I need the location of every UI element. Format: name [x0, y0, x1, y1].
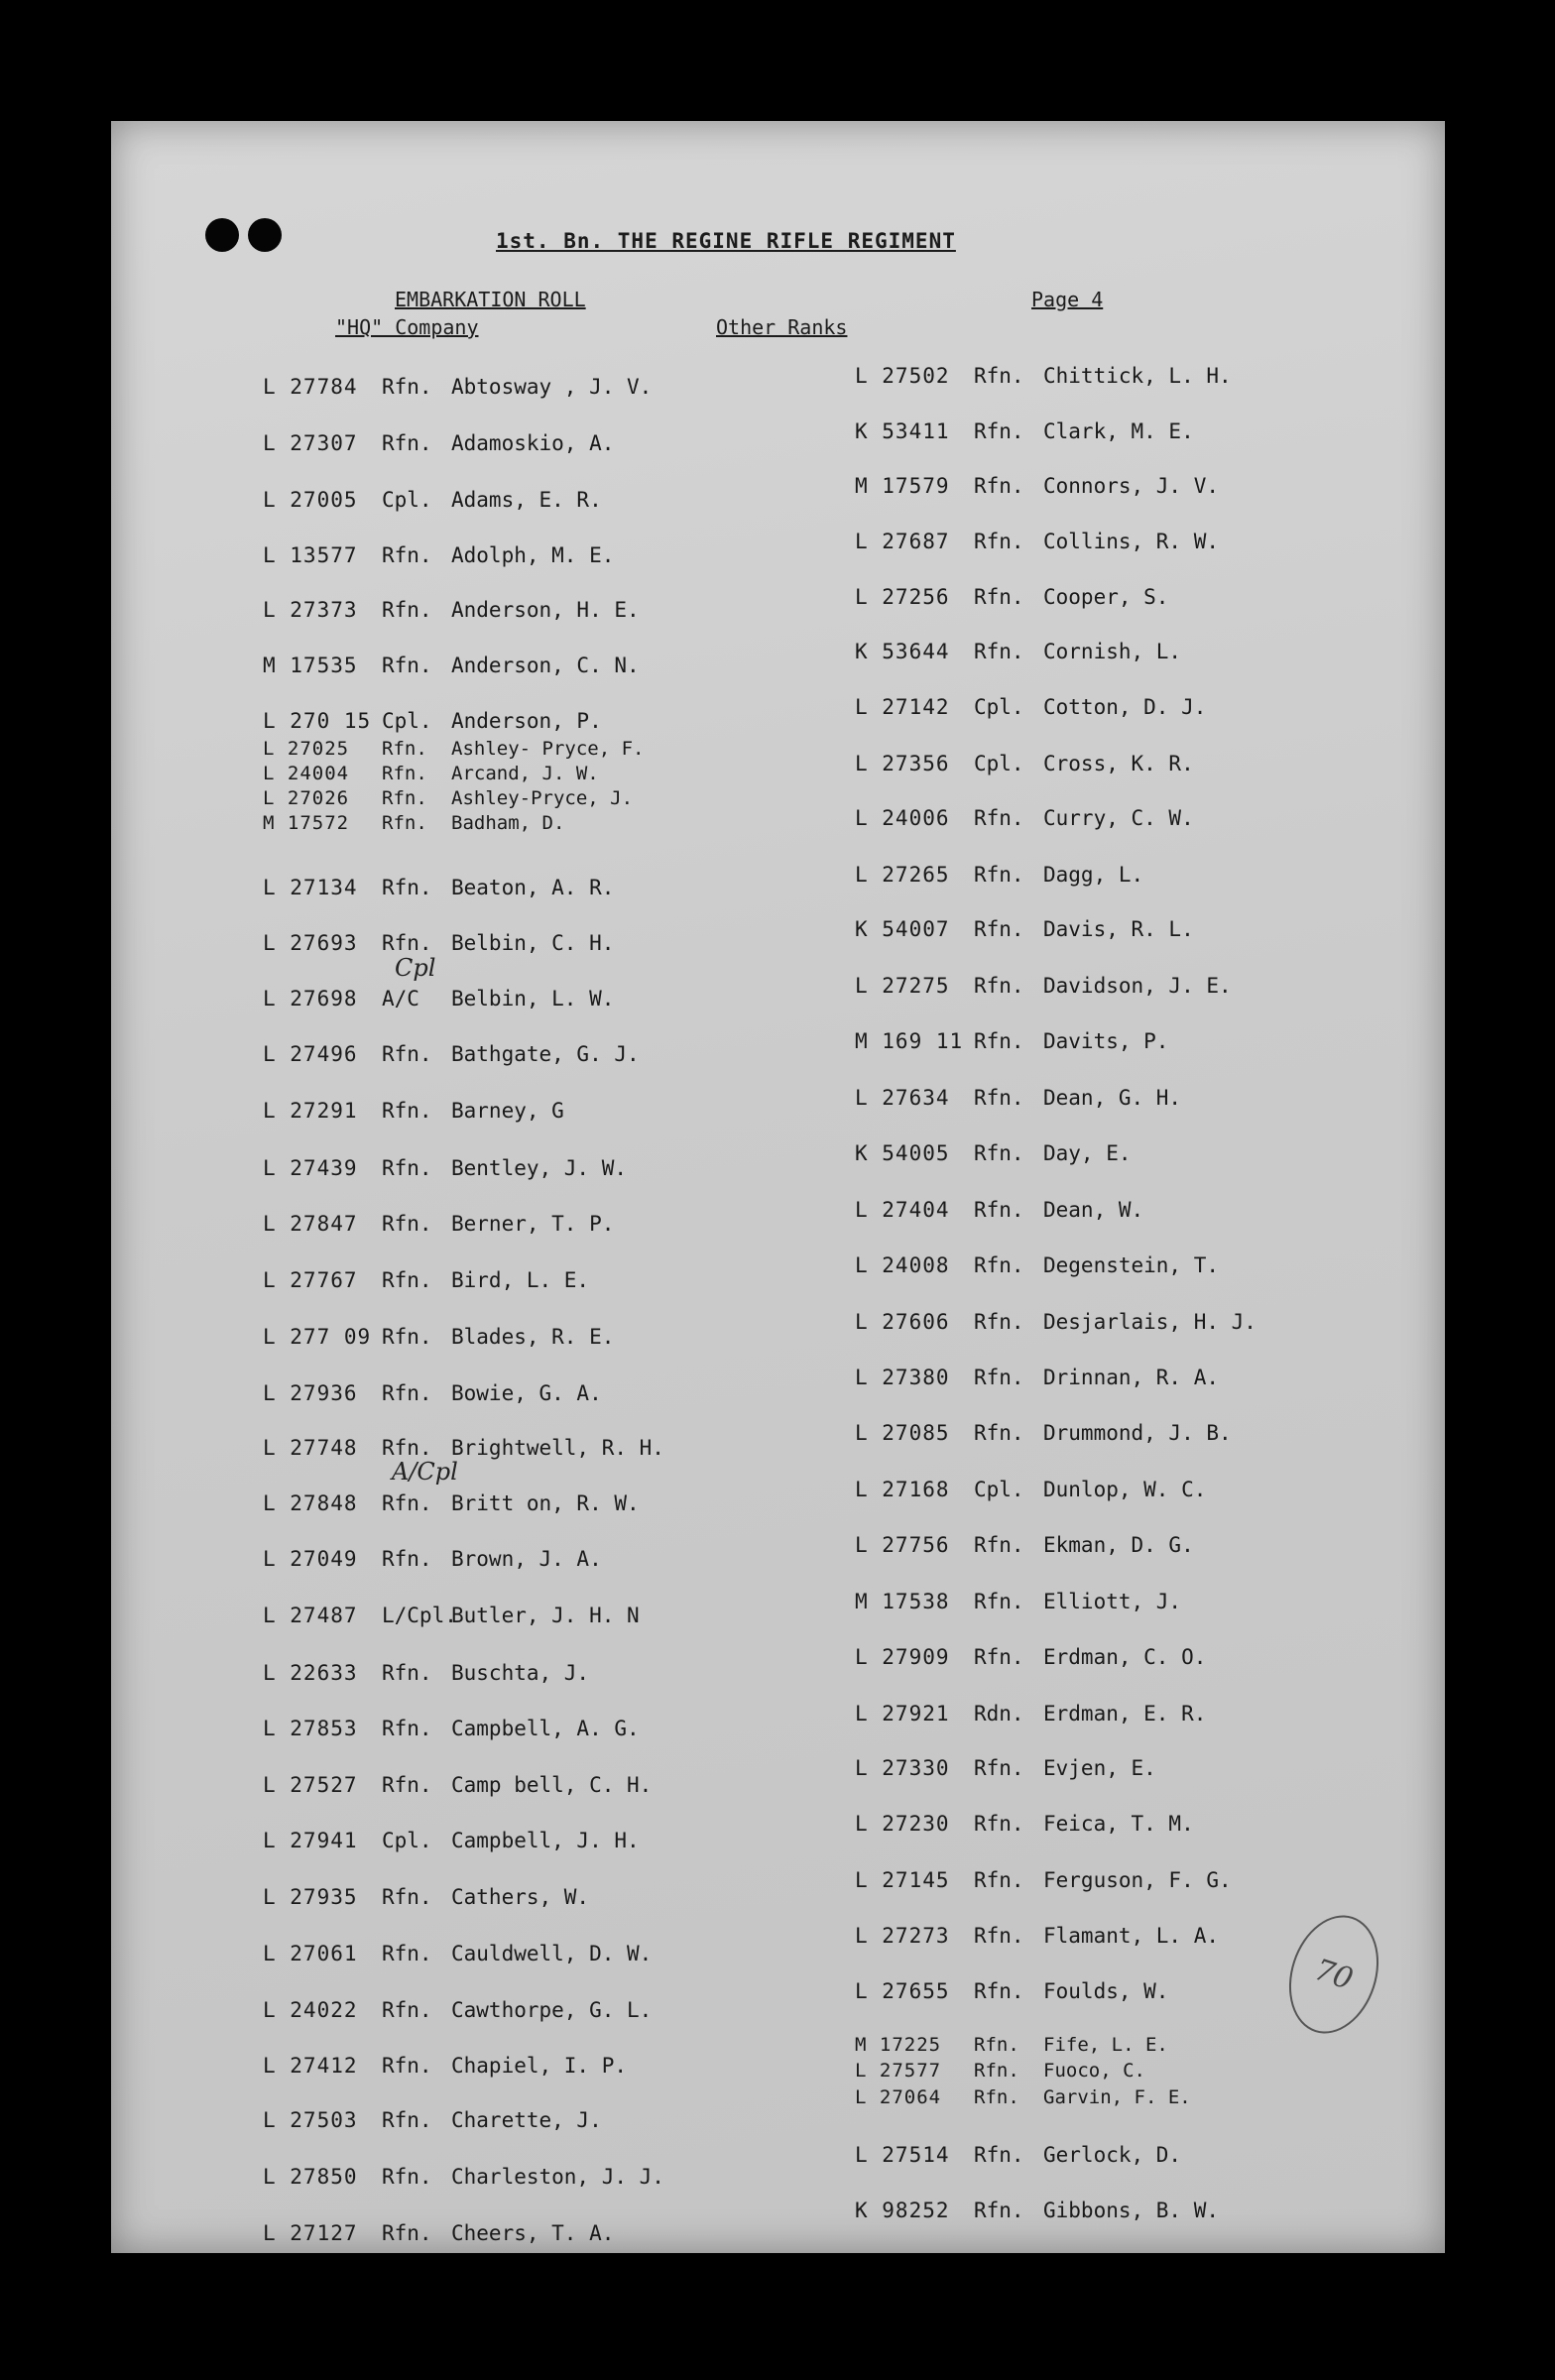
roll-entry: [855, 1924, 1219, 1948]
soldier-name: Ashley- Pryce, F.: [451, 738, 645, 760]
service-number: L 27026: [263, 787, 350, 809]
service-number: L 27142: [855, 695, 950, 719]
roll-entry: [855, 806, 1194, 830]
roll-entry: [855, 1478, 1206, 1501]
service-number: L 27767: [263, 1268, 358, 1292]
roll-entry: [263, 1381, 602, 1405]
rank: Rfn.: [382, 2108, 432, 2132]
rank: Rfn.: [974, 1812, 1024, 1836]
service-number: L 13577: [263, 543, 358, 567]
roll-entry: [855, 1590, 1181, 1613]
service-number: L 27061: [263, 1942, 358, 1965]
roll-entry: [263, 739, 644, 759]
soldier-name: Britt on, R. W.: [451, 1491, 640, 1515]
rank: Rfn.: [382, 1268, 432, 1292]
roll-entry: [855, 1979, 1168, 2003]
soldier-name: Cornish, L.: [1043, 640, 1182, 663]
roll-entry: [855, 1868, 1232, 1892]
soldier-name: Blades, R. E.: [451, 1325, 615, 1349]
rank: A/C: [382, 987, 419, 1011]
rank: Rfn.: [974, 2143, 1024, 2167]
rank: Rfn.: [382, 876, 432, 899]
service-number: L 27412: [263, 2054, 358, 2078]
rank: Rdn.: [974, 1702, 1024, 1726]
rank: Rfn.: [974, 917, 1024, 941]
rank: Rfn.: [382, 2054, 432, 2078]
service-number: M 17225: [855, 2034, 942, 2056]
rank: Rfn.: [382, 1436, 432, 1460]
rank: Rfn.: [382, 787, 427, 809]
service-number: L 24006: [855, 806, 950, 830]
soldier-name: Davis, R. L.: [1043, 917, 1194, 941]
rank: Rfn.: [382, 1661, 432, 1685]
rank: Rfn.: [974, 419, 1024, 443]
rank: Rfn.: [382, 1156, 432, 1180]
roll-entry: [855, 1533, 1194, 1557]
service-number: M 17535: [263, 654, 358, 677]
rank: Rfn.: [974, 2060, 1019, 2082]
roll-entry: [855, 2087, 1191, 2107]
rank: Rfn.: [382, 1381, 432, 1405]
service-number: L 27330: [855, 1756, 950, 1780]
soldier-name: Berner, T. P.: [451, 1212, 615, 1236]
roll-entry: [855, 530, 1219, 553]
roll-entry: [855, 2035, 1168, 2055]
rank: Rfn.: [974, 640, 1024, 663]
soldier-name: Abtosway , J. V.: [451, 375, 653, 399]
rank: Rfn.: [382, 931, 432, 955]
roll-entry: [855, 1756, 1156, 1780]
punch-hole-icon: [248, 218, 282, 252]
roll-entry: [263, 1717, 640, 1740]
rank: Rfn.: [974, 1756, 1024, 1780]
rank: Rfn.: [974, 806, 1024, 830]
soldier-name: Fuoco, C.: [1043, 2060, 1145, 2082]
roll-entry: [263, 598, 640, 622]
rank: Rfn.: [382, 1942, 432, 1965]
roll-entry: [263, 1042, 640, 1066]
roll-entry: [263, 1212, 614, 1236]
roll-entry: [263, 1491, 640, 1515]
service-number: L 27936: [263, 1381, 358, 1405]
roll-entry: [855, 974, 1232, 998]
soldier-name: Drummond, J. B.: [1043, 1421, 1232, 1445]
roll-entry: [855, 1812, 1194, 1836]
rank: Rfn.: [974, 1533, 1024, 1557]
service-number: L 27909: [855, 1645, 950, 1669]
soldier-name: Adams, E. R.: [451, 488, 602, 512]
service-number: L 27606: [855, 1310, 950, 1334]
punch-hole-icon: [205, 218, 239, 252]
rank: Rfn.: [382, 1099, 432, 1123]
soldier-name: Ferguson, F. G.: [1043, 1868, 1232, 1892]
service-number: M 169 11: [855, 1029, 964, 1053]
rank: Rfn.: [974, 2034, 1019, 2056]
service-number: L 27487: [263, 1604, 358, 1627]
soldier-name: Cheers, T. A.: [451, 2221, 615, 2245]
rank: Rfn.: [382, 1998, 432, 2022]
rank: Rfn.: [974, 1366, 1024, 1389]
roll-entry: [263, 1547, 602, 1571]
roll-entry: [263, 1998, 652, 2022]
service-number: L 27291: [263, 1099, 358, 1123]
handwritten-cpl-note: Cpl: [395, 954, 436, 982]
soldier-name: Cathers, W.: [451, 1885, 590, 1909]
service-number: L 27756: [855, 1533, 950, 1557]
service-number: K 54007: [855, 917, 950, 941]
soldier-name: Anderson, H. E.: [451, 598, 640, 622]
service-number: L 27145: [855, 1868, 950, 1892]
soldier-name: Curry, C. W.: [1043, 806, 1194, 830]
service-number: L 27049: [263, 1547, 358, 1571]
soldier-name: Cooper, S.: [1043, 585, 1169, 609]
rank: Rfn.: [974, 530, 1024, 553]
rank: Rfn.: [974, 474, 1024, 498]
soldier-name: Flamant, L. A.: [1043, 1924, 1220, 1948]
soldier-name: Foulds, W.: [1043, 1979, 1169, 2003]
service-number: L 27134: [263, 876, 358, 899]
service-number: L 27064: [855, 2086, 942, 2108]
rank: Cpl.: [382, 488, 432, 512]
rank: Rfn.: [974, 1029, 1024, 1053]
roll-entry: [263, 375, 652, 399]
rank: Rfn.: [382, 1547, 432, 1571]
soldier-name: Bird, L. E.: [451, 1268, 590, 1292]
service-number: L 27404: [855, 1198, 950, 1222]
rank: Rfn.: [382, 654, 432, 677]
rank: Rfn.: [382, 763, 427, 784]
roll-entry: [855, 640, 1181, 663]
roll-entry: [855, 419, 1194, 443]
service-number: L 27307: [263, 431, 358, 455]
soldier-name: Buschta, J.: [451, 1661, 590, 1685]
rank: Rfn.: [382, 1042, 432, 1066]
rank: Rfn.: [974, 974, 1024, 998]
service-number: L 27693: [263, 931, 358, 955]
soldier-name: Dagg, L.: [1043, 863, 1144, 887]
soldier-name: Connors, J. V.: [1043, 474, 1220, 498]
service-number: M 17579: [855, 474, 950, 498]
service-number: L 27850: [263, 2165, 358, 2189]
soldier-name: Anderson, C. N.: [451, 654, 640, 677]
service-number: M 17572: [263, 812, 350, 834]
roll-entry: [855, 1645, 1206, 1669]
soldier-name: Dean, W.: [1043, 1198, 1144, 1222]
service-number: L 27514: [855, 2143, 950, 2167]
handwritten-acpl-note: A/Cpl: [392, 1458, 458, 1486]
rank: Rfn.: [974, 863, 1024, 887]
service-number: L 27439: [263, 1156, 358, 1180]
soldier-name: Evjen, E.: [1043, 1756, 1156, 1780]
service-number: L 27748: [263, 1436, 358, 1460]
rank: Rfn.: [974, 585, 1024, 609]
roll-entry: [855, 1029, 1168, 1053]
service-number: L 27127: [263, 2221, 358, 2245]
soldier-name: Beaton, A. R.: [451, 876, 615, 899]
soldier-name: Belbin, L. W.: [451, 987, 615, 1011]
service-number: K 53411: [855, 419, 950, 443]
roll-entry: [855, 2061, 1145, 2081]
service-number: L 27935: [263, 1885, 358, 1909]
soldier-name: Charette, J.: [451, 2108, 602, 2132]
soldier-name: Garvin, F. E.: [1043, 2086, 1191, 2108]
rank: Cpl.: [382, 1829, 432, 1852]
service-number: L 27784: [263, 375, 358, 399]
rank: Rfn.: [382, 1773, 432, 1797]
rank: Cpl.: [974, 752, 1024, 775]
rank: Rfn.: [974, 2086, 1019, 2108]
soldier-name: Adolph, M. E.: [451, 543, 615, 567]
service-number: L 24008: [855, 1253, 950, 1277]
roll-entry: [263, 2221, 614, 2245]
rank: Rfn.: [382, 1885, 432, 1909]
roll-entry: [855, 474, 1219, 498]
rank: Cpl.: [974, 1478, 1024, 1501]
rank: Rfn.: [974, 2199, 1024, 2222]
soldier-name: Adamoskio, A.: [451, 431, 615, 455]
soldier-name: Badham, D.: [451, 812, 565, 834]
rank: L/Cpl.: [382, 1604, 457, 1627]
soldier-name: Chittick, L. H.: [1043, 364, 1232, 388]
roll-entry: [855, 585, 1168, 609]
rank: Rfn.: [974, 1310, 1024, 1334]
roll-entry: [855, 1366, 1219, 1389]
roll-entry: [263, 876, 614, 899]
soldier-name: Elliott, J.: [1043, 1590, 1182, 1613]
service-number: L 27921: [855, 1702, 950, 1726]
service-number: L 27373: [263, 598, 358, 622]
roll-entry: [263, 431, 614, 455]
rank: Rfn.: [382, 1212, 432, 1236]
roll-entry: [263, 1661, 589, 1685]
rank: Rfn.: [382, 2165, 432, 2189]
roll-entry: [855, 2199, 1219, 2222]
rank: Rfn.: [974, 1979, 1024, 2003]
roll-entry: [263, 764, 599, 783]
rank: Rfn.: [974, 1645, 1024, 1669]
page-number: Page 4: [1031, 288, 1104, 311]
roll-title: EMBARKATION ROLL: [395, 288, 586, 311]
roll-entry: [855, 863, 1143, 887]
roll-entry: [263, 2165, 664, 2189]
rank: Rfn.: [974, 1253, 1024, 1277]
soldier-name: Ashley-Pryce, J.: [451, 787, 634, 809]
soldier-name: Charleston, J. J.: [451, 2165, 664, 2189]
service-number: L 24004: [263, 763, 350, 784]
soldier-name: Erdman, C. O.: [1043, 1645, 1207, 1669]
soldier-name: Campbell, J. H.: [451, 1829, 640, 1852]
soldier-name: Collins, R. W.: [1043, 530, 1220, 553]
service-number: K 54005: [855, 1141, 950, 1165]
soldier-name: Clark, M. E.: [1043, 419, 1194, 443]
soldier-name: Erdman, E. R.: [1043, 1702, 1207, 1726]
soldier-name: Dean, G. H.: [1043, 1086, 1182, 1110]
soldier-name: Brown, J. A.: [451, 1547, 602, 1571]
service-number: L 27496: [263, 1042, 358, 1066]
service-number: L 27265: [855, 863, 950, 887]
service-number: L 27634: [855, 1086, 950, 1110]
service-number: L 27853: [263, 1717, 358, 1740]
service-number: K 53644: [855, 640, 950, 663]
roll-entry: [263, 654, 640, 677]
service-number: L 27577: [855, 2060, 942, 2082]
service-number: L 27380: [855, 1366, 950, 1389]
service-number: L 22633: [263, 1661, 358, 1685]
soldier-name: Degenstein, T.: [1043, 1253, 1220, 1277]
other-ranks-heading: Other Ranks: [716, 315, 848, 339]
soldier-name: Cauldwell, D. W.: [451, 1942, 653, 1965]
service-number: M 17538: [855, 1590, 950, 1613]
rank: Rfn.: [382, 431, 432, 455]
soldier-name: Day, E.: [1043, 1141, 1132, 1165]
soldier-name: Butler, J. H. N: [451, 1604, 640, 1627]
soldier-name: Bathgate, G. J.: [451, 1042, 640, 1066]
rank: Rfn.: [974, 1868, 1024, 1892]
service-number: L 27527: [263, 1773, 358, 1797]
rank: Rfn.: [974, 364, 1024, 388]
roll-entry: [263, 987, 614, 1011]
roll-entry: [855, 917, 1194, 941]
soldier-name: Davits, P.: [1043, 1029, 1169, 1053]
rank: Rfn.: [382, 1491, 432, 1515]
service-number: L 24022: [263, 1998, 358, 2022]
roll-entry: [263, 931, 614, 955]
rank: Rfn.: [974, 1086, 1024, 1110]
soldier-name: Dunlop, W. C.: [1043, 1478, 1207, 1501]
rank: Rfn.: [382, 738, 427, 760]
roll-entry: [263, 813, 564, 833]
service-number: L 277 09: [263, 1325, 372, 1349]
soldier-name: Chapiel, I. P.: [451, 2054, 628, 2078]
roll-entry: [855, 695, 1206, 719]
service-number: L 27025: [263, 738, 350, 760]
service-number: L 27256: [855, 585, 950, 609]
roll-entry: [263, 1156, 627, 1180]
service-number: L 27502: [855, 364, 950, 388]
roll-entry: [855, 364, 1232, 388]
soldier-name: Desjarlais, H. J.: [1043, 1310, 1256, 1334]
roll-entry: [263, 788, 633, 808]
service-number: L 27356: [855, 752, 950, 775]
soldier-name: Camp bell, C. H.: [451, 1773, 653, 1797]
service-number: L 27230: [855, 1812, 950, 1836]
roll-entry: [263, 1829, 640, 1852]
service-number: L 270 15: [263, 709, 372, 733]
service-number: L 27273: [855, 1924, 950, 1948]
soldier-name: Feica, T. M.: [1043, 1812, 1194, 1836]
soldier-name: Cotton, D. J.: [1043, 695, 1207, 719]
rank: Rfn.: [974, 1590, 1024, 1613]
roll-entry: [855, 1086, 1181, 1110]
roll-entry: [263, 1268, 589, 1292]
service-number: L 27503: [263, 2108, 358, 2132]
service-number: L 27687: [855, 530, 950, 553]
rank: Rfn.: [974, 1421, 1024, 1445]
roll-entry: [263, 2054, 627, 2078]
rank: Rfn.: [974, 1924, 1024, 1948]
service-number: L 27941: [263, 1829, 358, 1852]
soldier-name: Gerlock, D.: [1043, 2143, 1182, 2167]
soldier-name: Gibbons, B. W.: [1043, 2199, 1220, 2222]
soldier-name: Bowie, G. A.: [451, 1381, 602, 1405]
service-number: L 27168: [855, 1478, 950, 1501]
roll-entry: [855, 1421, 1232, 1445]
soldier-name: Barney, G: [451, 1099, 564, 1123]
roll-entry: [263, 1436, 664, 1460]
roll-entry: [263, 2108, 602, 2132]
soldier-name: Arcand, J. W.: [451, 763, 599, 784]
soldier-name: Bentley, J. W.: [451, 1156, 628, 1180]
roll-entry: [263, 1942, 652, 1965]
soldier-name: Cawthorpe, G. L.: [451, 1998, 653, 2022]
service-number: K 98252: [855, 2199, 950, 2222]
soldier-name: Davidson, J. E.: [1043, 974, 1232, 998]
soldier-name: Fife, L. E.: [1043, 2034, 1168, 2056]
roll-entry: [263, 709, 602, 733]
service-number: L 27698: [263, 987, 358, 1011]
rank: Cpl.: [382, 709, 432, 733]
soldier-name: Brightwell, R. H.: [451, 1436, 664, 1460]
rank: Rfn.: [974, 1198, 1024, 1222]
roll-entry: [263, 1604, 640, 1627]
document-title: 1st. Bn. THE REGINE RIFLE REGIMENT: [496, 229, 956, 253]
soldier-name: Ekman, D. G.: [1043, 1533, 1194, 1557]
soldier-name: Drinnan, R. A.: [1043, 1366, 1220, 1389]
roll-entry: [855, 752, 1194, 775]
rank: Rfn.: [382, 2221, 432, 2245]
roll-entry: [855, 1253, 1219, 1277]
rank: Rfn.: [974, 1141, 1024, 1165]
rank: Rfn.: [382, 375, 432, 399]
rank: Rfn.: [382, 1325, 432, 1349]
service-number: L 27847: [263, 1212, 358, 1236]
soldier-name: Campbell, A. G.: [451, 1717, 640, 1740]
roll-entry: [855, 1141, 1132, 1165]
soldier-name: Anderson, P.: [451, 709, 602, 733]
service-number: L 27275: [855, 974, 950, 998]
roll-entry: [855, 1702, 1206, 1726]
rank: Cpl.: [974, 695, 1024, 719]
roll-entry: [263, 488, 602, 512]
service-number: L 27005: [263, 488, 358, 512]
roll-entry: [263, 543, 614, 567]
company-heading: "HQ" Company: [335, 315, 479, 339]
roll-entry: [263, 1099, 564, 1123]
circled-page-mark-text: 70: [1310, 1952, 1358, 1997]
soldier-name: Cross, K. R.: [1043, 752, 1194, 775]
rank: Rfn.: [382, 543, 432, 567]
roll-entry: [263, 1325, 614, 1349]
service-number: L 27085: [855, 1421, 950, 1445]
roll-entry: [263, 1773, 652, 1797]
service-number: L 27655: [855, 1979, 950, 2003]
roll-entry: [855, 2143, 1181, 2167]
soldier-name: Belbin, C. H.: [451, 931, 615, 955]
rank: Rfn.: [382, 1717, 432, 1740]
roll-entry: [855, 1310, 1256, 1334]
roll-entry: [855, 1198, 1143, 1222]
roll-entry: [263, 1885, 589, 1909]
rank: Rfn.: [382, 812, 427, 834]
rank: Rfn.: [382, 598, 432, 622]
service-number: L 27848: [263, 1491, 358, 1515]
